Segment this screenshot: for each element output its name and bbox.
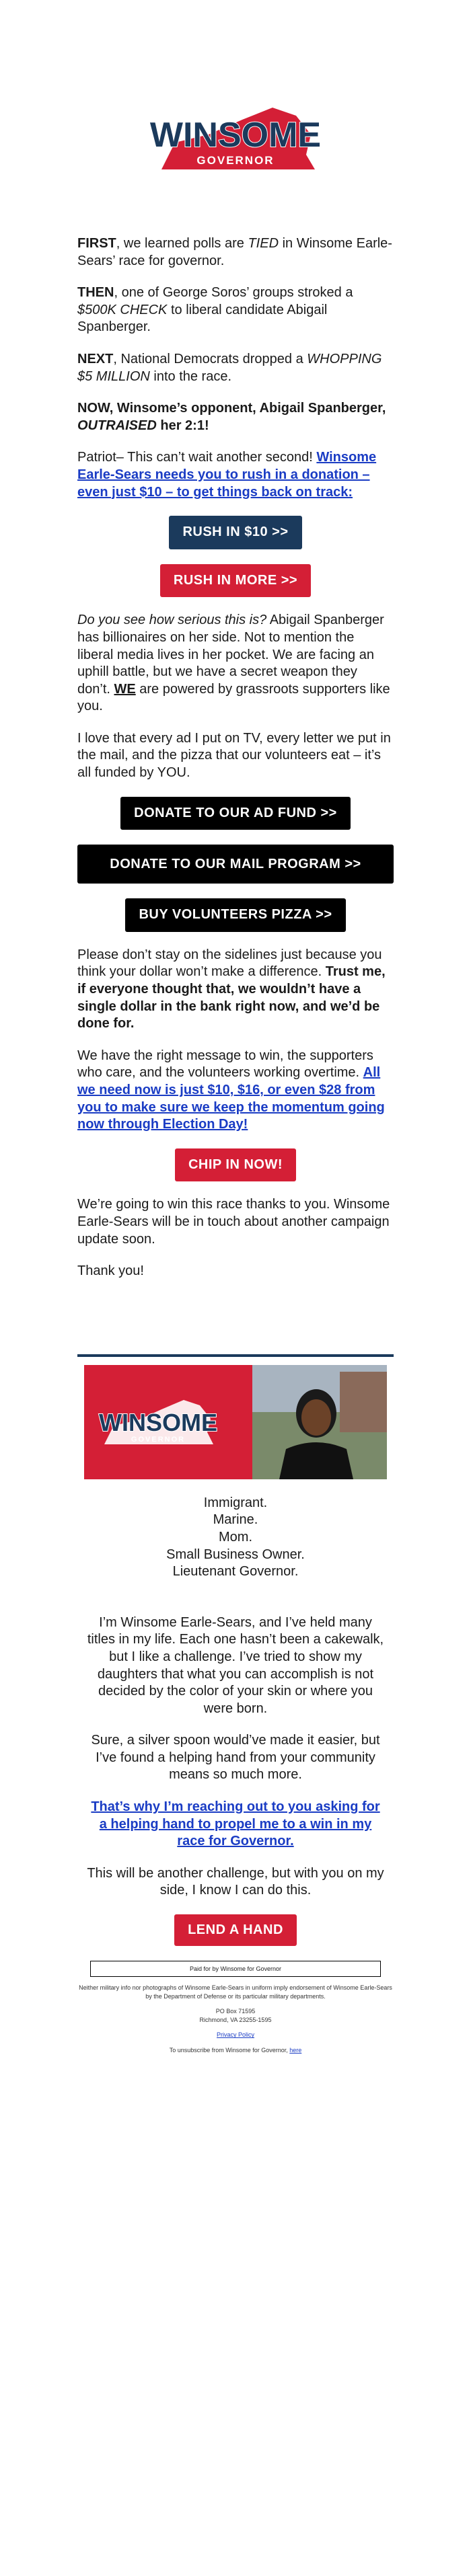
svg-text:WINSOME: WINSOME [99, 1408, 217, 1436]
military-disclaimer: Neither military info nor photographs of Winsome Earle-Sears in uniform imply endorsement of Winsome Earle-Sears by the Department of Defense or its particular military departments. [79, 1984, 392, 2000]
logo-name: WINSOME [149, 116, 322, 155]
paragraph-first: FIRST, we learned polls are TIED in Winsome Earle-Sears’ race for governor. [77, 236, 392, 268]
paragraph-message: We have the right message to win, the supporters who care, and the volunteers working overtime. All we need now is just $10, $16, or even $28 from you to make sure we keep the momentum going now through Election Day! [77, 1048, 385, 1132]
mailing-address: PO Box 71595 Richmond, VA 23255-1595 [199, 2008, 272, 2023]
chip-in-now-button[interactable]: CHIP IN NOW! [175, 1148, 296, 1182]
winsome-governor-logo [135, 94, 336, 182]
paragraph-patriot: Patriot– This can’t wait another second! Winsome Earle-Sears needs you to rush in a donation – even just $10 – to get things back on track: [77, 450, 377, 500]
email-body [77, 235, 394, 1280]
footer [77, 1354, 394, 2055]
paragraph-sidelines: Please don’t stay on the sidelines just because you think your dollar won’t make a difference. Trust me, if everyone thought that, we wouldn’t have a single dollar in the bank right now, and we’d be done for. [77, 947, 386, 1031]
buy-volunteers-pizza-button[interactable]: BUY VOLUNTEERS PIZZA >> [125, 898, 345, 932]
paragraph-then: THEN, one of George Soros’ groups stroked a $500K CHECK to liberal candidate Abigail Spanberger. [77, 285, 353, 335]
footer-titles: Immigrant. Marine. Mom. Small Business Owner. Lieutenant Governor. [166, 1495, 305, 1579]
donate-ad-fund-button[interactable]: DONATE TO OUR AD FUND >> [120, 797, 351, 830]
paragraph-next: NEXT, National Democrats dropped a WHOPPING $5 MILLION into the race. [77, 351, 382, 384]
footer-banner [84, 1365, 387, 1479]
unsubscribe-text: To unsubscribe from Winsome for Governor, here [169, 2047, 302, 2054]
svg-text:GOVERNOR: GOVERNOR [131, 1435, 186, 1444]
lend-a-hand-button[interactable]: LEND A HAND [174, 1914, 297, 1946]
footer-message: I’m Winsome Earle-Sears, and I’ve held many titles in my life. Each one hasn’t been a cakewalk, but I like a challenge. I’ve tried to show my daughters that what you can accomplish is not decided by the color of your skin or where you were born. Sure, a silver spoon would’ve made it easier, but I’ve found a helping hand from your community means so much more. That’s why I’m reaching out to you asking for a helping hand to propel me to a win in my race for Governor. This will be another challenge, but with you on my side, I know I can do this. [87, 1614, 384, 1898]
paragraph-serious: Do you see how serious this is? Abigail Spanberger has billionaires on her side. Not to mention the liberal media lives in her pocket. We are facing an uphill battle, but we have a secret weapon they don’t. WE are powered by grassroots supporters like you. [77, 613, 390, 714]
rush-in-more-button[interactable]: RUSH IN MORE >> [160, 564, 311, 598]
privacy-policy-link[interactable]: Privacy Policy [216, 2031, 254, 2039]
email-container [77, 94, 394, 2055]
donate-mail-program-button[interactable]: DONATE TO OUR MAIL PROGRAM >> [77, 845, 394, 884]
unsubscribe-link[interactable]: here [289, 2047, 302, 2054]
footer-donate-link[interactable]: That’s why I’m reaching out to you asking for a helping hand to propel me to a win in my race for Governor. [91, 1799, 380, 1849]
rush-in-10-button[interactable]: RUSH IN $10 >> [169, 516, 301, 549]
logo-subtitle: GOVERNOR [196, 154, 275, 167]
paragraph-now: NOW, Winsome’s opponent, Abigail Spanberger, OUTRAISED her 2:1! [77, 401, 386, 433]
paragraph-funded: I love that every ad I put on TV, every letter we put in the mail, and the pizza that our volunteers eat – it’s all funded by YOU. [77, 730, 391, 781]
paragraph-win: We’re going to win this race thanks to you. Winsome Earle-Sears will be in touch about another campaign update soon. [77, 1197, 390, 1247]
donate-link-rush[interactable]: Winsome Earle-Sears needs you to rush in a donation – even just $10 – to get things back on track: [77, 450, 377, 500]
paragraph-thanks: Thank you! [77, 1263, 144, 1279]
paid-for-notice: Paid for by Winsome for Governor [90, 1961, 381, 1977]
donate-link-momentum[interactable]: All we need now is just $10, $16, or even $28 from you to make sure we keep the momentum going now through Election Day! [77, 1065, 385, 1132]
